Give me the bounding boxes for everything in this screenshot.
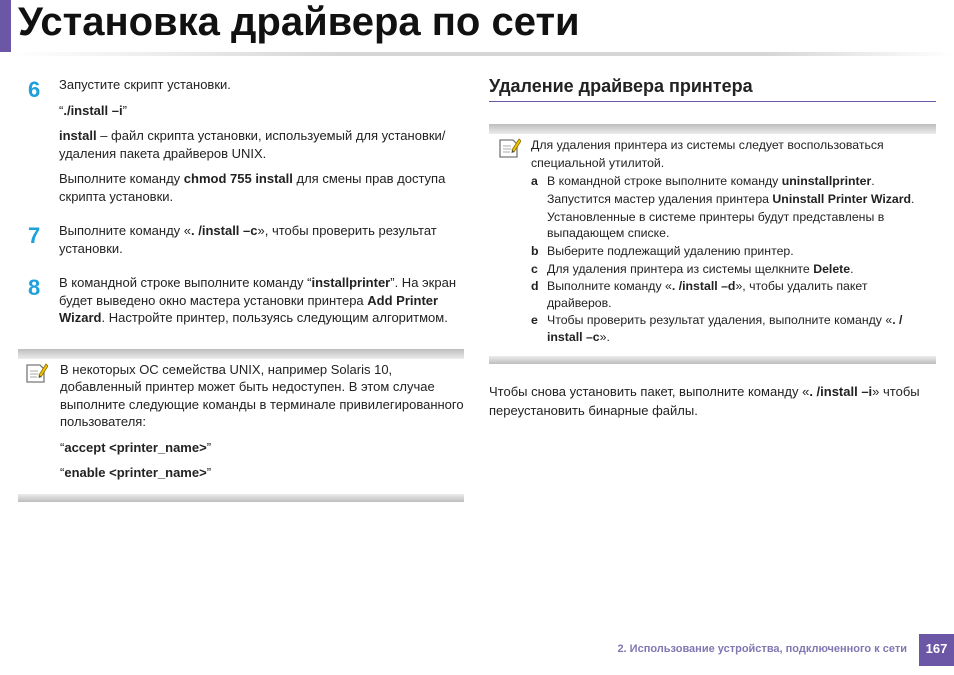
page-title: Установка драйвера по сети (18, 0, 580, 44)
reinstall-text: Чтобы снова установить пакет, выполните команду «. /install –i» чтобы переустановить бинарные файлы. (489, 384, 920, 418)
section-title: Удаление драйвера принтера (489, 76, 753, 96)
step-number: 7 (28, 223, 41, 248)
list-item: b Выберите подлежащий удалению принтер. (531, 244, 794, 258)
uninstall-steps-list (531, 172, 932, 346)
note-box (18, 349, 464, 502)
page-number: 167 (919, 634, 954, 666)
step-text: Выполните команду chmod 755 install для смены прав доступа скрипта установки. (59, 171, 446, 204)
note-box (489, 124, 936, 364)
step-text: Выполните команду «. /install –c», чтобы проверить результат установки. (59, 223, 437, 256)
section-divider (489, 101, 936, 102)
footer-chapter-title: 2. Использование устройства, подключенного к сети (617, 643, 907, 655)
note-body (18, 359, 464, 494)
command-line: “./install –i” (59, 102, 127, 118)
note-text: В некоторых ОС семейства UNIX, например Solaris 10, добавленный принтер может быть недоступен. В этом случае выполните следующие команды в терминале привилегированного пользователя: (60, 361, 464, 429)
list-item-continuation: Установленные в системе принтеры будут представлены в выпадающем списке. (547, 210, 885, 240)
list-item: e Чтобы проверить результат удаления, выполните команду «. / install –c». (531, 313, 903, 344)
note-pencil-icon (24, 361, 48, 385)
title-accent-bar (0, 0, 11, 52)
step-7 (18, 222, 464, 257)
list-item: c Для удаления принтера из системы щелкните Delete. (531, 262, 854, 276)
step-text: install – файл скрипта установки, используемый для установки/удаления пакета драйверов UNIX. (59, 128, 446, 161)
step-number: 8 (28, 275, 41, 300)
note-bottom-band (489, 356, 936, 364)
title-divider (11, 52, 954, 56)
step-8 (18, 274, 464, 327)
note-body (489, 134, 936, 356)
note-bottom-band (18, 494, 464, 502)
command-line: “accept <printer_name>” (60, 439, 212, 455)
note-pencil-icon (497, 136, 521, 160)
right-column (489, 74, 936, 420)
note-top-band (18, 349, 464, 359)
left-column (18, 74, 464, 502)
step-text: В командной строке выполните команду “installprinter”. На экран будет выведено окно мастера установки принтера Add Printer Wizard. Настройте принтер, пользуясь следующим алгоритмом. (59, 275, 456, 325)
note-text: Для удаления принтера из системы следует воспользоваться специальной утилитой. (531, 138, 884, 170)
step-text: Запустите скрипт установки. (59, 77, 231, 92)
list-item-continuation: Запустится мастер удаления принтера Uninstall Printer Wizard. (547, 192, 915, 206)
list-item: a В командной строке выполните команду uninstallprinter. (531, 174, 875, 188)
list-item: d Выполните команду «. /install –d», чтобы удалить пакет драйверов. (531, 279, 868, 310)
command-line: “enable <printer_name>” (60, 465, 212, 480)
note-top-band (489, 124, 936, 134)
step-number: 6 (28, 77, 41, 102)
step-6 (18, 76, 464, 205)
